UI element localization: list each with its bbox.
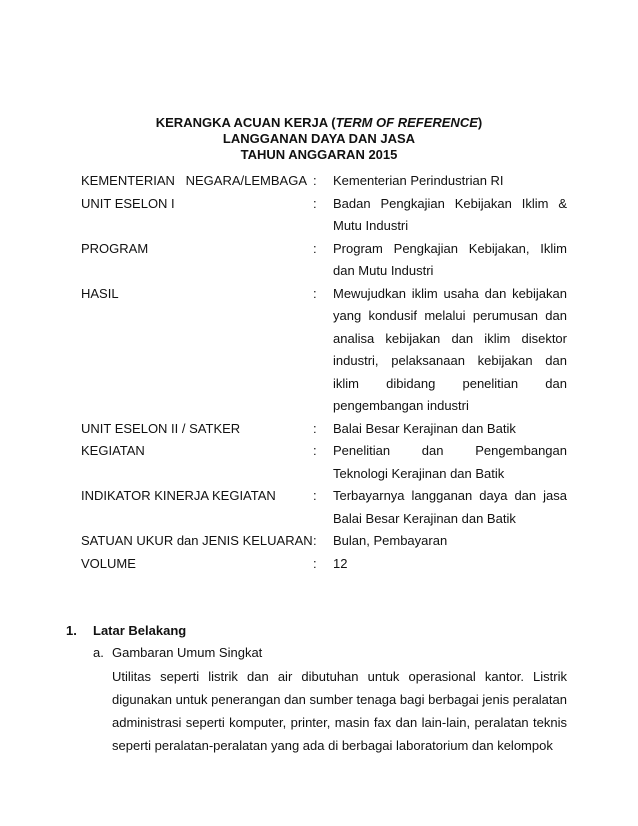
info-colon: : [313,285,317,301]
info-colon: : [313,173,317,188]
info-value: Balai Besar Kerajinan dan Batik [333,420,516,436]
section-heading [66,620,566,642]
info-value: Mewujudkan iklim usaha dan kebijakan yang kondusif melalui perumusan dan analisa kebijakan dan iklim disektor industri, pelaksanaan kebijakan dan iklim dibidang penelitian dan pengembangan industri [333,285,567,413]
info-row-indikator [81,485,567,530]
section-latar-belakang [66,620,566,757]
info-row-kementerian [81,170,567,193]
info-row-volume [81,553,567,576]
info-label: UNIT ESELON II / SATKER [81,420,241,436]
info-colon: : [313,420,317,436]
document-title [0,115,638,163]
info-colon: : [313,195,317,211]
info-colon: : [313,443,317,458]
info-row-unit-eselon-1 [81,193,567,238]
info-colon: : [313,488,317,503]
info-row-satuan-ukur [81,530,567,553]
info-value: Bulan, Pembayaran [333,533,448,548]
title-line-3: TAHUN ANGGARAN 2015 [240,147,398,162]
subsection-heading [93,642,566,665]
info-value: Badan Pengkajian Kebijakan Iklim & Mutu Industri [333,195,567,233]
subsection-letter: a. [93,645,104,660]
info-label: INDIKATOR KINERJA KEGIATAN [81,488,276,503]
info-label: PROGRAM [81,240,149,256]
title-italic-term: TERM OF REFERENCE [335,115,478,130]
info-colon: : [313,533,317,548]
info-label: HASIL [81,285,119,301]
info-label: SATUAN UKUR dan JENIS KELUARAN [81,533,313,548]
title-line-2: LANGGANAN DAYA DAN JASA [222,131,416,146]
info-colon: : [313,555,317,571]
info-value: Terbayarnya langganan daya dan jasa Balai Besar Kerajinan dan Batik [333,488,567,526]
info-value: Kementerian Perindustrian RI [333,173,504,188]
reference-info-table [81,170,567,575]
info-value: Program Pengkajian Kebijakan, Iklim dan Mutu Industri [333,240,567,278]
info-row-program [81,238,567,283]
section-number: 1. [66,623,77,638]
info-row-hasil [81,283,567,418]
info-row-kegiatan [81,440,567,485]
info-value: Penelitian dan Pengembangan Teknologi Kerajinan dan Batik [333,443,567,481]
info-value: 12 [333,555,348,571]
info-colon: : [313,240,317,256]
body-paragraph: Utilitas seperti listrik dan air dibutuhan untuk operasional kantor. Listrik digunakan untuk penerangan dan sumber tenaga bagi berbagai jenis peralatan administrasi seperti komputer, printer, masin fax dan lain-lain, peralatan teknis seperti peralatan-peralatan yang ada di berbagai laboratorium dan kelompok [112,668,567,753]
info-label: KEMENTERIAN NEGARA/LEMBAGA [81,173,307,188]
info-label: UNIT ESELON I [81,195,175,211]
subsection-title: Gambaran Umum Singkat [112,645,263,660]
info-label: VOLUME [81,555,136,571]
info-row-unit-eselon-2 [81,418,567,441]
title-line-1: KERANGKA ACUAN KERJA (TERM OF REFERENCE) [155,115,483,130]
section-title: Latar Belakang [93,623,187,638]
info-label: KEGIATAN [81,443,145,458]
